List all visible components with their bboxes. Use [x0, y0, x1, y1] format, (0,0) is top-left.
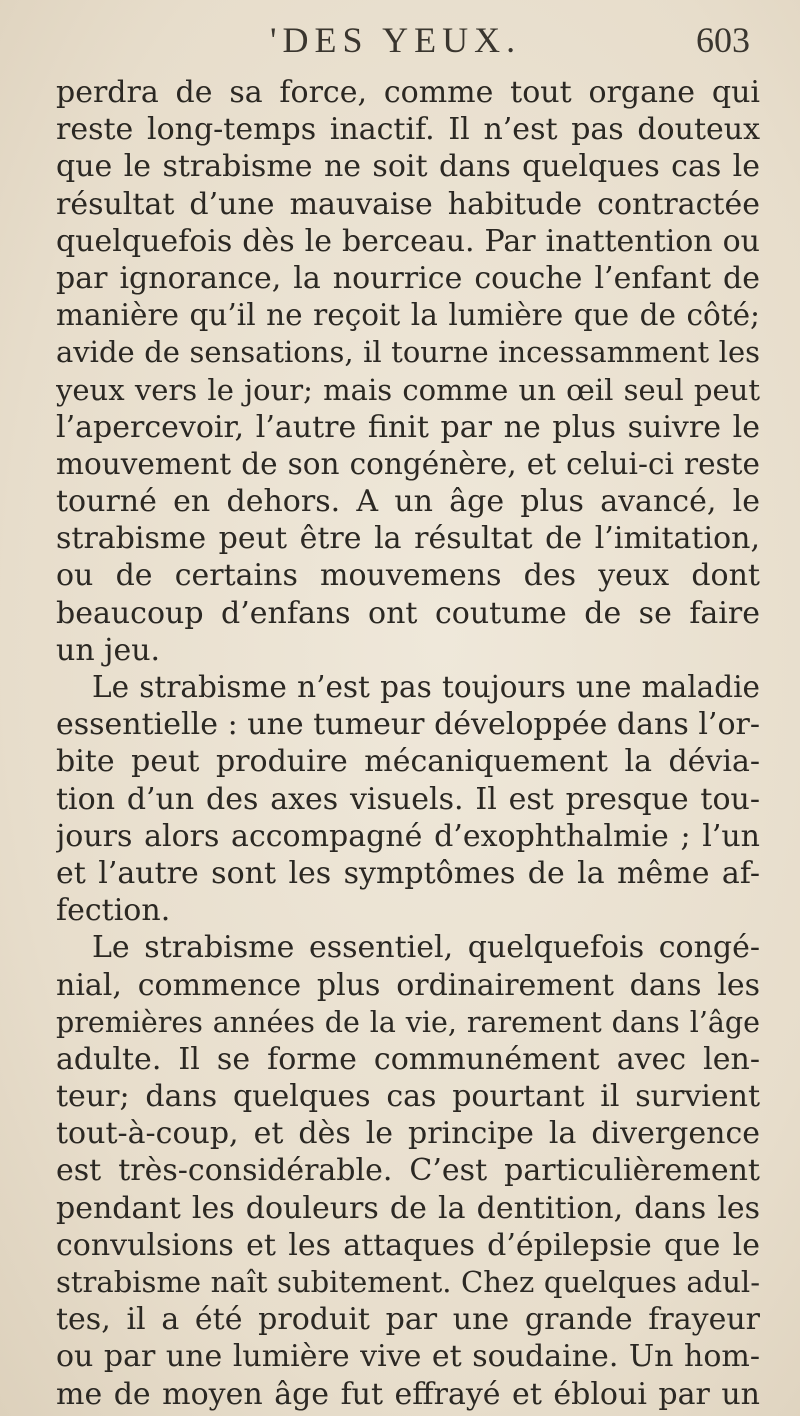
- text-line: mouvement de son congénère, et celui-ci reste: [56, 446, 760, 481]
- text-line: Le strabisme n’est pas toujours une maladie: [92, 670, 760, 704]
- text-line: bite peut produire mécaniquement la dévia-: [56, 744, 760, 780]
- running-title: 'DES YEUX.: [270, 20, 522, 60]
- text-line: reste long-temps inactif. Il n’est pas douteux: [56, 112, 760, 148]
- text-line: ou de certains mouvemens des yeux dont: [56, 558, 760, 594]
- body-text: [56, 74, 760, 1413]
- text-line: perdra de sa force, comme tout organe qui: [56, 75, 760, 110]
- text-line: par ignorance, la nourrice couche l’enfant de: [56, 260, 760, 296]
- running-head: [60, 10, 750, 70]
- text-line: tout-à-coup, et dès le principe la divergence: [56, 1116, 760, 1152]
- text-line: teur; dans quelques cas pourtant il survient: [56, 1079, 760, 1115]
- text-line: Le strabisme essentiel, quelquefois congé-: [92, 930, 760, 966]
- text-line: me de moyen âge fut effrayé et ébloui par un: [56, 1376, 760, 1412]
- text-line: tion d’un des axes visuels. Il est presque tou-: [56, 781, 760, 817]
- text-line: convulsions et les attaques d’épilepsie que le: [56, 1227, 760, 1263]
- text-line: fection.: [56, 893, 171, 929]
- text-line: résultat d’une mauvaise habitude contractée: [56, 186, 760, 222]
- text-line: yeux vers le jour; mais comme un œil seul peut: [56, 372, 760, 407]
- text-line: strabisme peut être la résultat de l’imitation,: [56, 521, 760, 557]
- text-line: est très-considérable. C’est particulièrement: [56, 1153, 760, 1189]
- text-line: ou par une lumière vive et soudaine. Un hom-: [56, 1339, 760, 1375]
- text-line: quelquefois dès le berceau. Par inattention ou: [56, 223, 760, 259]
- text-line: l’apercevoir, l’autre finit par ne plus suivre le: [56, 409, 760, 445]
- text-line: et l’autre sont les symptômes de la même af-: [56, 855, 760, 891]
- text-line: premières années de la vie, rarement dans l’âge: [56, 1005, 760, 1039]
- text-line: manière qu’il ne reçoit la lumière que de côté;: [56, 298, 760, 333]
- text-line: nial, commence plus ordinairement dans les: [56, 967, 760, 1003]
- text-line: essentielle : une tumeur développée dans l’or-: [56, 707, 760, 743]
- text-line: jours alors accompagné d’exophthalmie ; l’un: [56, 818, 760, 854]
- text-line: strabisme naît subitement. Chez quelques adul-: [56, 1265, 760, 1299]
- page-number: 603: [696, 20, 750, 60]
- text-line: beaucoup d’enfans ont coutume de se faire: [56, 595, 760, 631]
- text-line: tes, il a été produit par une grande frayeur: [56, 1302, 760, 1338]
- text-line: tourné en dehors. A un âge plus avancé, le: [56, 484, 760, 520]
- text-line: que le strabisme ne soit dans quelques cas le: [56, 149, 760, 185]
- text-line: avide de sensations, il tourne incessamment les: [56, 335, 760, 370]
- text-line: adulte. Il se forme communément avec len-: [56, 1041, 760, 1077]
- text-line: un jeu.: [56, 632, 161, 668]
- text-line: pendant les douleurs de la dentition, dans les: [56, 1190, 760, 1226]
